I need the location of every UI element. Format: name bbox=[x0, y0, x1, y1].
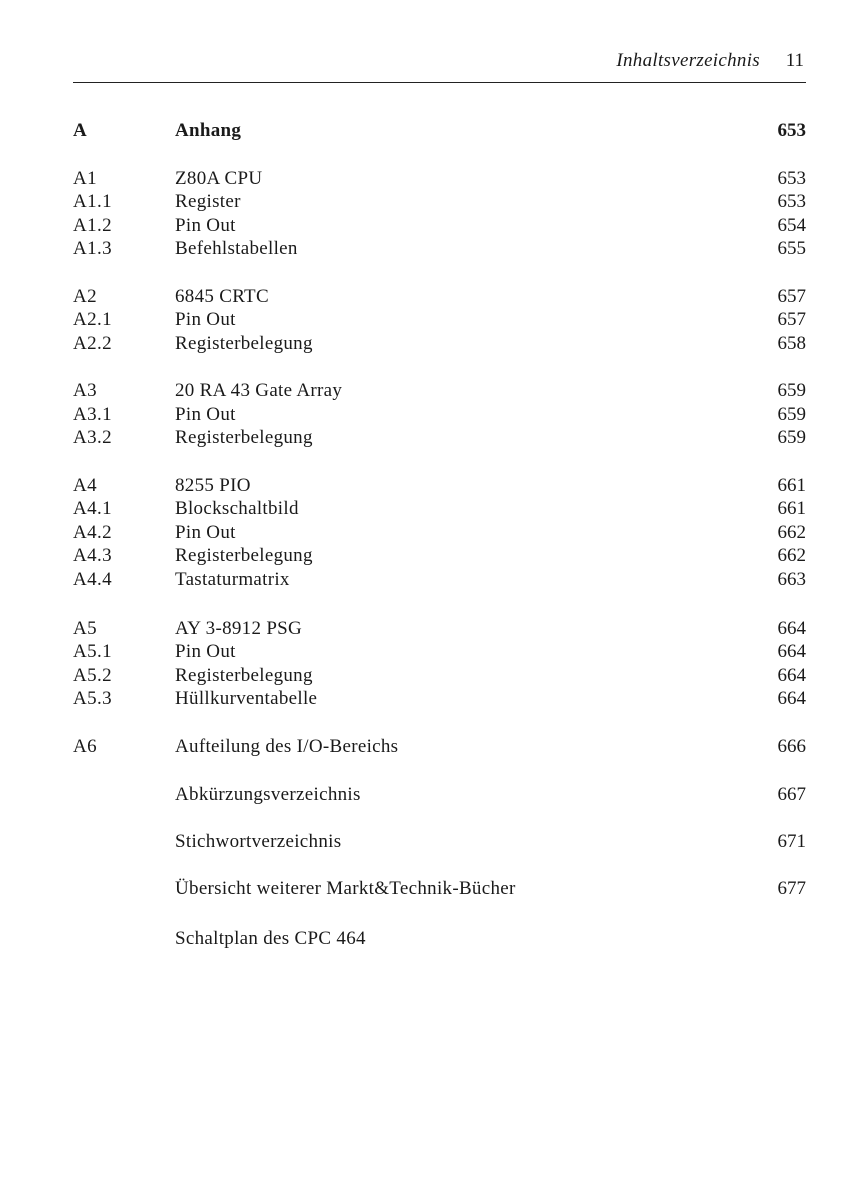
toc-number: A1.3 bbox=[73, 238, 113, 259]
toc-title: AY 3-8912 PSG bbox=[175, 618, 303, 639]
toc-page: 664 bbox=[777, 665, 806, 686]
toc-title: Pin Out bbox=[175, 641, 236, 662]
toc-page: 659 bbox=[777, 404, 806, 425]
toc-page: 664 bbox=[777, 688, 806, 709]
toc-row bbox=[73, 497, 806, 520]
toc-page: 659 bbox=[777, 427, 806, 448]
toc-row bbox=[73, 474, 806, 497]
toc-title: Pin Out bbox=[175, 309, 236, 330]
toc-row bbox=[73, 830, 806, 853]
toc-number: A3 bbox=[73, 380, 98, 401]
toc-title: 8255 PIO bbox=[175, 475, 251, 496]
toc-page: 667 bbox=[777, 784, 806, 805]
toc-title: Pin Out bbox=[175, 215, 236, 236]
toc-row bbox=[73, 521, 806, 544]
toc-page: 661 bbox=[777, 498, 806, 519]
toc-page: 666 bbox=[777, 736, 806, 757]
toc-title: 6845 CRTC bbox=[175, 286, 269, 307]
toc-number: A5 bbox=[73, 618, 98, 639]
toc-page: 659 bbox=[777, 380, 806, 401]
toc-page: 662 bbox=[777, 545, 806, 566]
toc-row bbox=[73, 379, 806, 402]
toc-title: Befehlstabellen bbox=[175, 238, 298, 259]
toc-title: Aufteilung des I/O-Bereichs bbox=[175, 736, 399, 757]
toc-title: Stichwortverzeichnis bbox=[175, 831, 342, 852]
toc-title: Pin Out bbox=[175, 522, 236, 543]
toc-number: A6 bbox=[73, 736, 98, 757]
toc-page: 653 bbox=[777, 168, 806, 189]
toc-page: 658 bbox=[777, 333, 806, 354]
toc-number: A3.1 bbox=[73, 404, 113, 425]
toc-title: Übersicht weiterer Markt&Technik-Bücher bbox=[175, 878, 516, 899]
toc-row bbox=[73, 308, 806, 331]
toc-row bbox=[73, 735, 806, 758]
toc-number: A4 bbox=[73, 475, 98, 496]
toc-page: 661 bbox=[777, 475, 806, 496]
toc-number: A2.1 bbox=[73, 309, 113, 330]
toc-number: A3.2 bbox=[73, 427, 113, 448]
toc-number: A4.2 bbox=[73, 522, 113, 543]
toc-row bbox=[73, 783, 806, 806]
header-title: Inhaltsverzeichnis bbox=[616, 50, 760, 71]
toc-title: Schaltplan des CPC 464 bbox=[175, 928, 366, 949]
toc-page: 662 bbox=[777, 522, 806, 543]
toc-title: Registerbelegung bbox=[175, 427, 313, 448]
toc-number: A4.1 bbox=[73, 498, 113, 519]
toc-row bbox=[73, 214, 806, 237]
toc-page: 677 bbox=[777, 878, 806, 899]
toc-row bbox=[73, 877, 806, 900]
toc-title: Registerbelegung bbox=[175, 545, 313, 566]
toc-number: A1 bbox=[73, 168, 98, 189]
toc-row bbox=[73, 167, 806, 190]
toc-page: 653 bbox=[777, 191, 806, 212]
toc-row bbox=[73, 403, 806, 426]
toc-title: Register bbox=[175, 191, 241, 212]
toc-number: A5.1 bbox=[73, 641, 113, 662]
toc-page: 664 bbox=[777, 618, 806, 639]
toc-page: 657 bbox=[777, 286, 806, 307]
toc-row bbox=[73, 927, 806, 950]
toc-row bbox=[73, 190, 806, 213]
toc-row bbox=[73, 332, 806, 355]
toc-title: Pin Out bbox=[175, 404, 236, 425]
toc-page: 657 bbox=[777, 309, 806, 330]
toc-number: A2 bbox=[73, 286, 98, 307]
toc-row bbox=[73, 544, 806, 567]
toc-number: A1.1 bbox=[73, 191, 113, 212]
toc-number: A bbox=[73, 120, 88, 141]
toc-row-section-a bbox=[73, 119, 806, 142]
toc-row bbox=[73, 664, 806, 687]
toc-page: 664 bbox=[777, 641, 806, 662]
toc-page: 653 bbox=[777, 120, 806, 141]
toc-title: Blockschaltbild bbox=[175, 498, 299, 519]
toc-title: Registerbelegung bbox=[175, 333, 313, 354]
toc-title: Tastaturmatrix bbox=[175, 569, 290, 590]
toc-row bbox=[73, 687, 806, 710]
toc-number: A1.2 bbox=[73, 215, 113, 236]
toc-title: Anhang bbox=[175, 120, 242, 141]
toc-row bbox=[73, 426, 806, 449]
toc-row bbox=[73, 285, 806, 308]
toc-title: 20 RA 43 Gate Array bbox=[175, 380, 343, 401]
toc-page: 655 bbox=[777, 238, 806, 259]
toc-number: A2.2 bbox=[73, 333, 113, 354]
toc-page: 671 bbox=[777, 831, 806, 852]
toc-title: Abkürzungsverzeichnis bbox=[175, 784, 361, 805]
toc-number: A4.4 bbox=[73, 569, 113, 590]
toc-page: 654 bbox=[777, 215, 806, 236]
toc-number: A4.3 bbox=[73, 545, 113, 566]
header-page-number: 11 bbox=[785, 50, 804, 71]
toc-row bbox=[73, 617, 806, 640]
toc-row bbox=[73, 640, 806, 663]
toc-title: Z80A CPU bbox=[175, 168, 263, 189]
toc-number: A5.2 bbox=[73, 665, 113, 686]
toc-title: Registerbelegung bbox=[175, 665, 313, 686]
toc-title: Hüllkurventabelle bbox=[175, 688, 318, 709]
toc-row bbox=[73, 237, 806, 260]
toc-page: 663 bbox=[777, 569, 806, 590]
toc-number: A5.3 bbox=[73, 688, 113, 709]
toc-row bbox=[73, 568, 806, 591]
